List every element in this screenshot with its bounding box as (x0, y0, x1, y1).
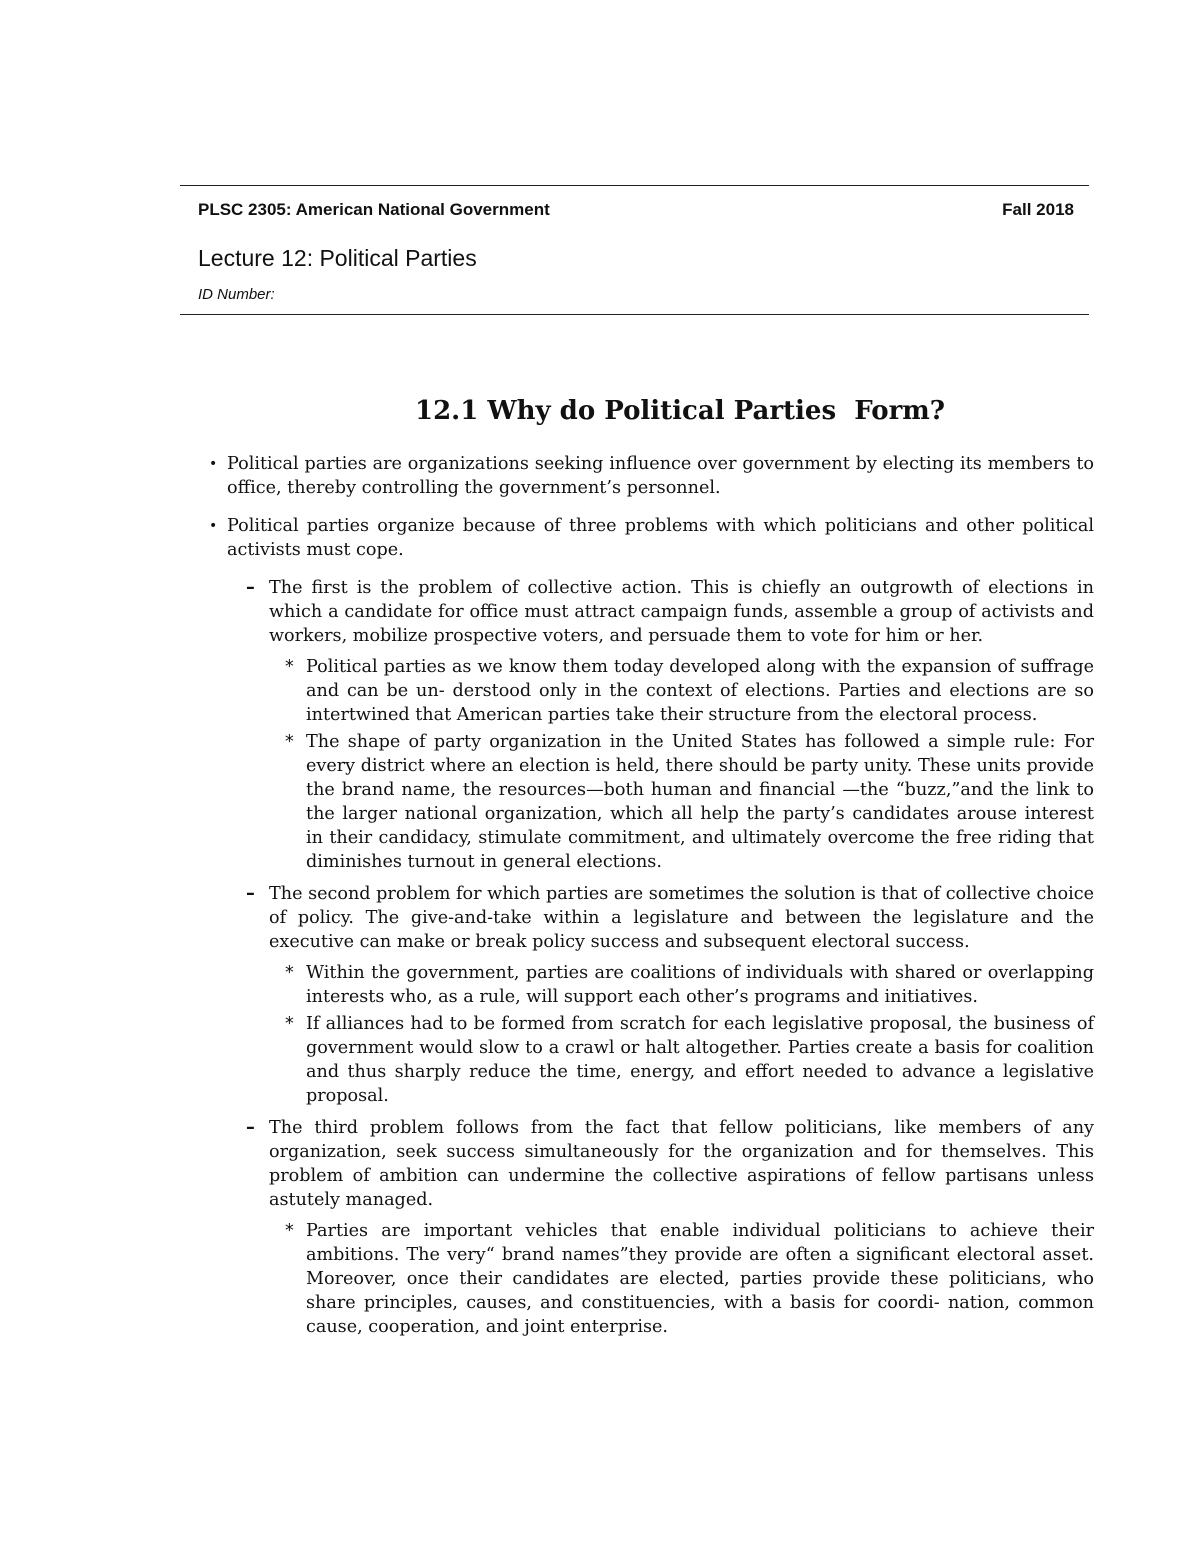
lecture-notes (205, 452, 1094, 1342)
section-heading: 12.1 Why do Political Parties Form? (415, 396, 946, 426)
problem-text: The second problem for which parties are sometimes the solution is that of collective choice of policy. The give-and-take within a legislature and between the legislature and the executive can make or break policy success and subsequent electoral success. (269, 884, 1094, 952)
bullet-marker: • (209, 518, 218, 534)
star-marker: * (285, 963, 294, 983)
sub-point (205, 655, 1094, 727)
sub-point (205, 1219, 1094, 1339)
dash-marker: – (246, 884, 255, 904)
sub-point-text: Parties are important vehicles that enable individual politicians to achieve their ambitions. The very“ brand names”they provide are often a significant electoral asset. Moreover, once their candidates are elected, parties provide these politicians, who share principles, causes, and constituencies, with a basis for coordi- nation, common cause, cooperation, and joint enterprise. (306, 1221, 1094, 1337)
sub-point (205, 730, 1094, 874)
sub-point (205, 961, 1094, 1009)
star-marker: * (285, 732, 294, 752)
term-label: Fall 2018 (1002, 200, 1074, 219)
course-title: PLSC 2305: American National Government (198, 200, 550, 219)
header-bottom-rule (180, 314, 1089, 315)
bullet-text: Political parties organize because of three problems with which politicians and other political activists must cope. (227, 516, 1094, 560)
problem-item (205, 882, 1094, 954)
problem-item (205, 576, 1094, 648)
sub-point-text: The shape of party organization in the United States has followed a simple rule: For every district where an election is held, there should be party unity. These units provide the brand name, the resources—both human and financial —the “buzz,”and the link to the larger national organization, which all help the party’s candidates arouse interest in their candidacy, stimulate commitment, and ultimately overcome the free riding that diminishes turnout in general elections. (306, 732, 1094, 872)
bullet-text: Political parties are organizations seeking influence over government by electing its members to office, thereby controlling the government’s personnel. (227, 454, 1094, 498)
bullet-item (205, 514, 1094, 562)
star-marker: * (285, 1014, 294, 1034)
dash-marker: – (246, 1118, 255, 1138)
problem-item (205, 1116, 1094, 1212)
problem-text: The third problem follows from the fact that fellow politicians, like members of any organization, seek success simultaneously for the organization and for themselves. This problem of ambition can undermine the collective aspirations of fellow partisans unless astutely managed. (269, 1118, 1094, 1210)
bullet-marker: • (209, 456, 218, 472)
sub-point-text: Within the government, parties are coalitions of individuals with shared or overlapping interests who, as a rule, will support each other’s programs and initiatives. (306, 963, 1094, 1007)
problem-text: The first is the problem of collective action. This is chiefly an outgrowth of elections in which a candidate for office must attract campaign funds, assemble a group of activists and workers, mobilize prospective voters, and persuade them to vote for him or her. (269, 578, 1094, 646)
lecture-title: Lecture 12: Political Parties (198, 245, 477, 271)
star-marker: * (285, 657, 294, 677)
sub-point (205, 1012, 1094, 1108)
sub-point-text: If alliances had to be formed from scratch for each legislative proposal, the business of government would slow to a crawl or halt altogether. Parties create a basis for coalition and thus sharply reduce the time, energy, and effort needed to advance a legislative proposal. (306, 1014, 1094, 1106)
header-top-rule (180, 185, 1089, 186)
bullet-item (205, 452, 1094, 500)
sub-point-text: Political parties as we know them today developed along with the expansion of suffrage and can be un- derstood only in the context of elections. Parties and elections are so intertwined that American parties take their structure from the electoral process. (306, 657, 1094, 725)
star-marker: * (285, 1221, 294, 1241)
dash-marker: – (246, 578, 255, 598)
id-number-label: ID Number: (198, 286, 275, 303)
